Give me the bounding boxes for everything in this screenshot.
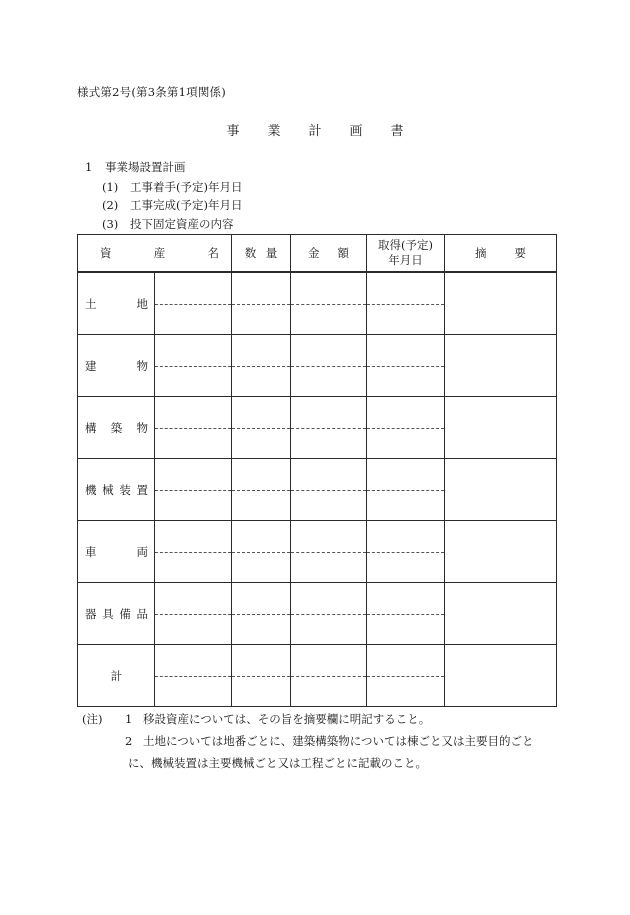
header-quantity: 数 量 — [232, 235, 291, 273]
note-text: 土地については地番ごとに、建築構築物については棟ごと又は主要目的ごと — [143, 734, 534, 748]
header-amount: 金 額 — [291, 235, 367, 273]
notes — [82, 708, 553, 774]
table-row-vehicles — [78, 521, 557, 583]
blank-cell[interactable] — [155, 645, 232, 707]
table-row-structures — [78, 397, 557, 459]
subsection-number: (1) — [102, 180, 119, 194]
blank-cell[interactable] — [155, 459, 232, 521]
table-row-total — [78, 645, 557, 707]
blank-cell[interactable] — [155, 583, 232, 645]
subsection-label: 投下固定資産の内容 — [130, 217, 234, 231]
amount-cell[interactable] — [291, 583, 367, 645]
note-item — [82, 708, 553, 730]
quantity-cell[interactable] — [232, 521, 291, 583]
quantity-cell[interactable] — [232, 397, 291, 459]
row-label: 車 両 — [78, 521, 155, 583]
acquisition-date-cell[interactable] — [367, 521, 445, 583]
subsection-label: 工事完成(予定)年月日 — [130, 198, 243, 212]
note-item — [82, 730, 553, 752]
title-char: 画 — [349, 124, 363, 139]
blank-cell[interactable] — [155, 272, 232, 335]
subsection-number: (3) — [102, 217, 119, 231]
table-row-buildings — [78, 335, 557, 397]
remarks-cell[interactable] — [445, 459, 557, 521]
quantity-cell[interactable] — [232, 335, 291, 397]
quantity-cell[interactable] — [232, 459, 291, 521]
acquisition-date-cell[interactable] — [367, 459, 445, 521]
row-label: 機 械 装 置 — [78, 459, 155, 521]
document-title — [0, 120, 630, 139]
quantity-cell[interactable] — [232, 645, 291, 707]
subsection-label: 工事着手(予定)年月日 — [130, 180, 243, 194]
blank-cell[interactable] — [155, 521, 232, 583]
acquisition-date-cell[interactable] — [367, 335, 445, 397]
note-number: 2 — [125, 734, 133, 748]
section-number: 1 — [85, 160, 93, 174]
acquisition-date-cell[interactable] — [367, 272, 445, 335]
remarks-cell[interactable] — [445, 521, 557, 583]
remarks-cell[interactable] — [445, 645, 557, 707]
row-label: 構 築 物 — [78, 397, 155, 459]
fixed-assets-table — [77, 234, 557, 707]
subsection-fixed-assets — [102, 216, 234, 232]
row-label: 建 物 — [78, 335, 155, 397]
subsection-completion-date — [102, 197, 242, 213]
blank-cell[interactable] — [155, 397, 232, 459]
form-number: 様式第2号(第3条第1項関係) — [77, 85, 226, 99]
title-char: 事 — [226, 124, 240, 139]
table-row-machinery — [78, 459, 557, 521]
table-header-row — [78, 235, 557, 273]
note-number: 1 — [125, 712, 133, 726]
title-char: 計 — [308, 124, 322, 139]
subsection-number: (2) — [102, 198, 119, 212]
row-label: 土 地 — [78, 272, 155, 335]
amount-cell[interactable] — [291, 272, 367, 335]
title-char: 業 — [267, 124, 281, 139]
blank-cell[interactable] — [155, 335, 232, 397]
amount-cell[interactable] — [291, 645, 367, 707]
table-row-equipment — [78, 583, 557, 645]
note-continuation: に、機械装置は主要機械ごと又は工程ごとに記載のこと。 — [128, 756, 427, 770]
acquisition-date-cell[interactable] — [367, 645, 445, 707]
amount-cell[interactable] — [291, 335, 367, 397]
amount-cell[interactable] — [291, 459, 367, 521]
header-asset-name: 資 産 名 — [78, 235, 232, 273]
remarks-cell[interactable] — [445, 335, 557, 397]
subsection-start-date — [102, 179, 242, 195]
title-char: 書 — [390, 124, 404, 139]
acquisition-date-cell[interactable] — [367, 583, 445, 645]
remarks-cell[interactable] — [445, 397, 557, 459]
notes-head: (注) — [82, 712, 103, 726]
table-row-land — [78, 272, 557, 335]
remarks-cell[interactable] — [445, 583, 557, 645]
header-acquisition-date: 取得(予定) 年月日 — [367, 235, 445, 273]
quantity-cell[interactable] — [232, 272, 291, 335]
amount-cell[interactable] — [291, 521, 367, 583]
section-label: 事業場設置計画 — [105, 160, 186, 174]
quantity-cell[interactable] — [232, 583, 291, 645]
remarks-cell[interactable] — [445, 272, 557, 335]
acquisition-date-cell[interactable] — [367, 397, 445, 459]
row-label: 計 — [78, 645, 155, 707]
section-heading — [85, 159, 186, 175]
amount-cell[interactable] — [291, 397, 367, 459]
row-label: 器 具 備 品 — [78, 583, 155, 645]
note-text: 移設資産については、その旨を摘要欄に明記すること。 — [143, 712, 431, 726]
header-remarks: 摘 要 — [445, 235, 557, 273]
